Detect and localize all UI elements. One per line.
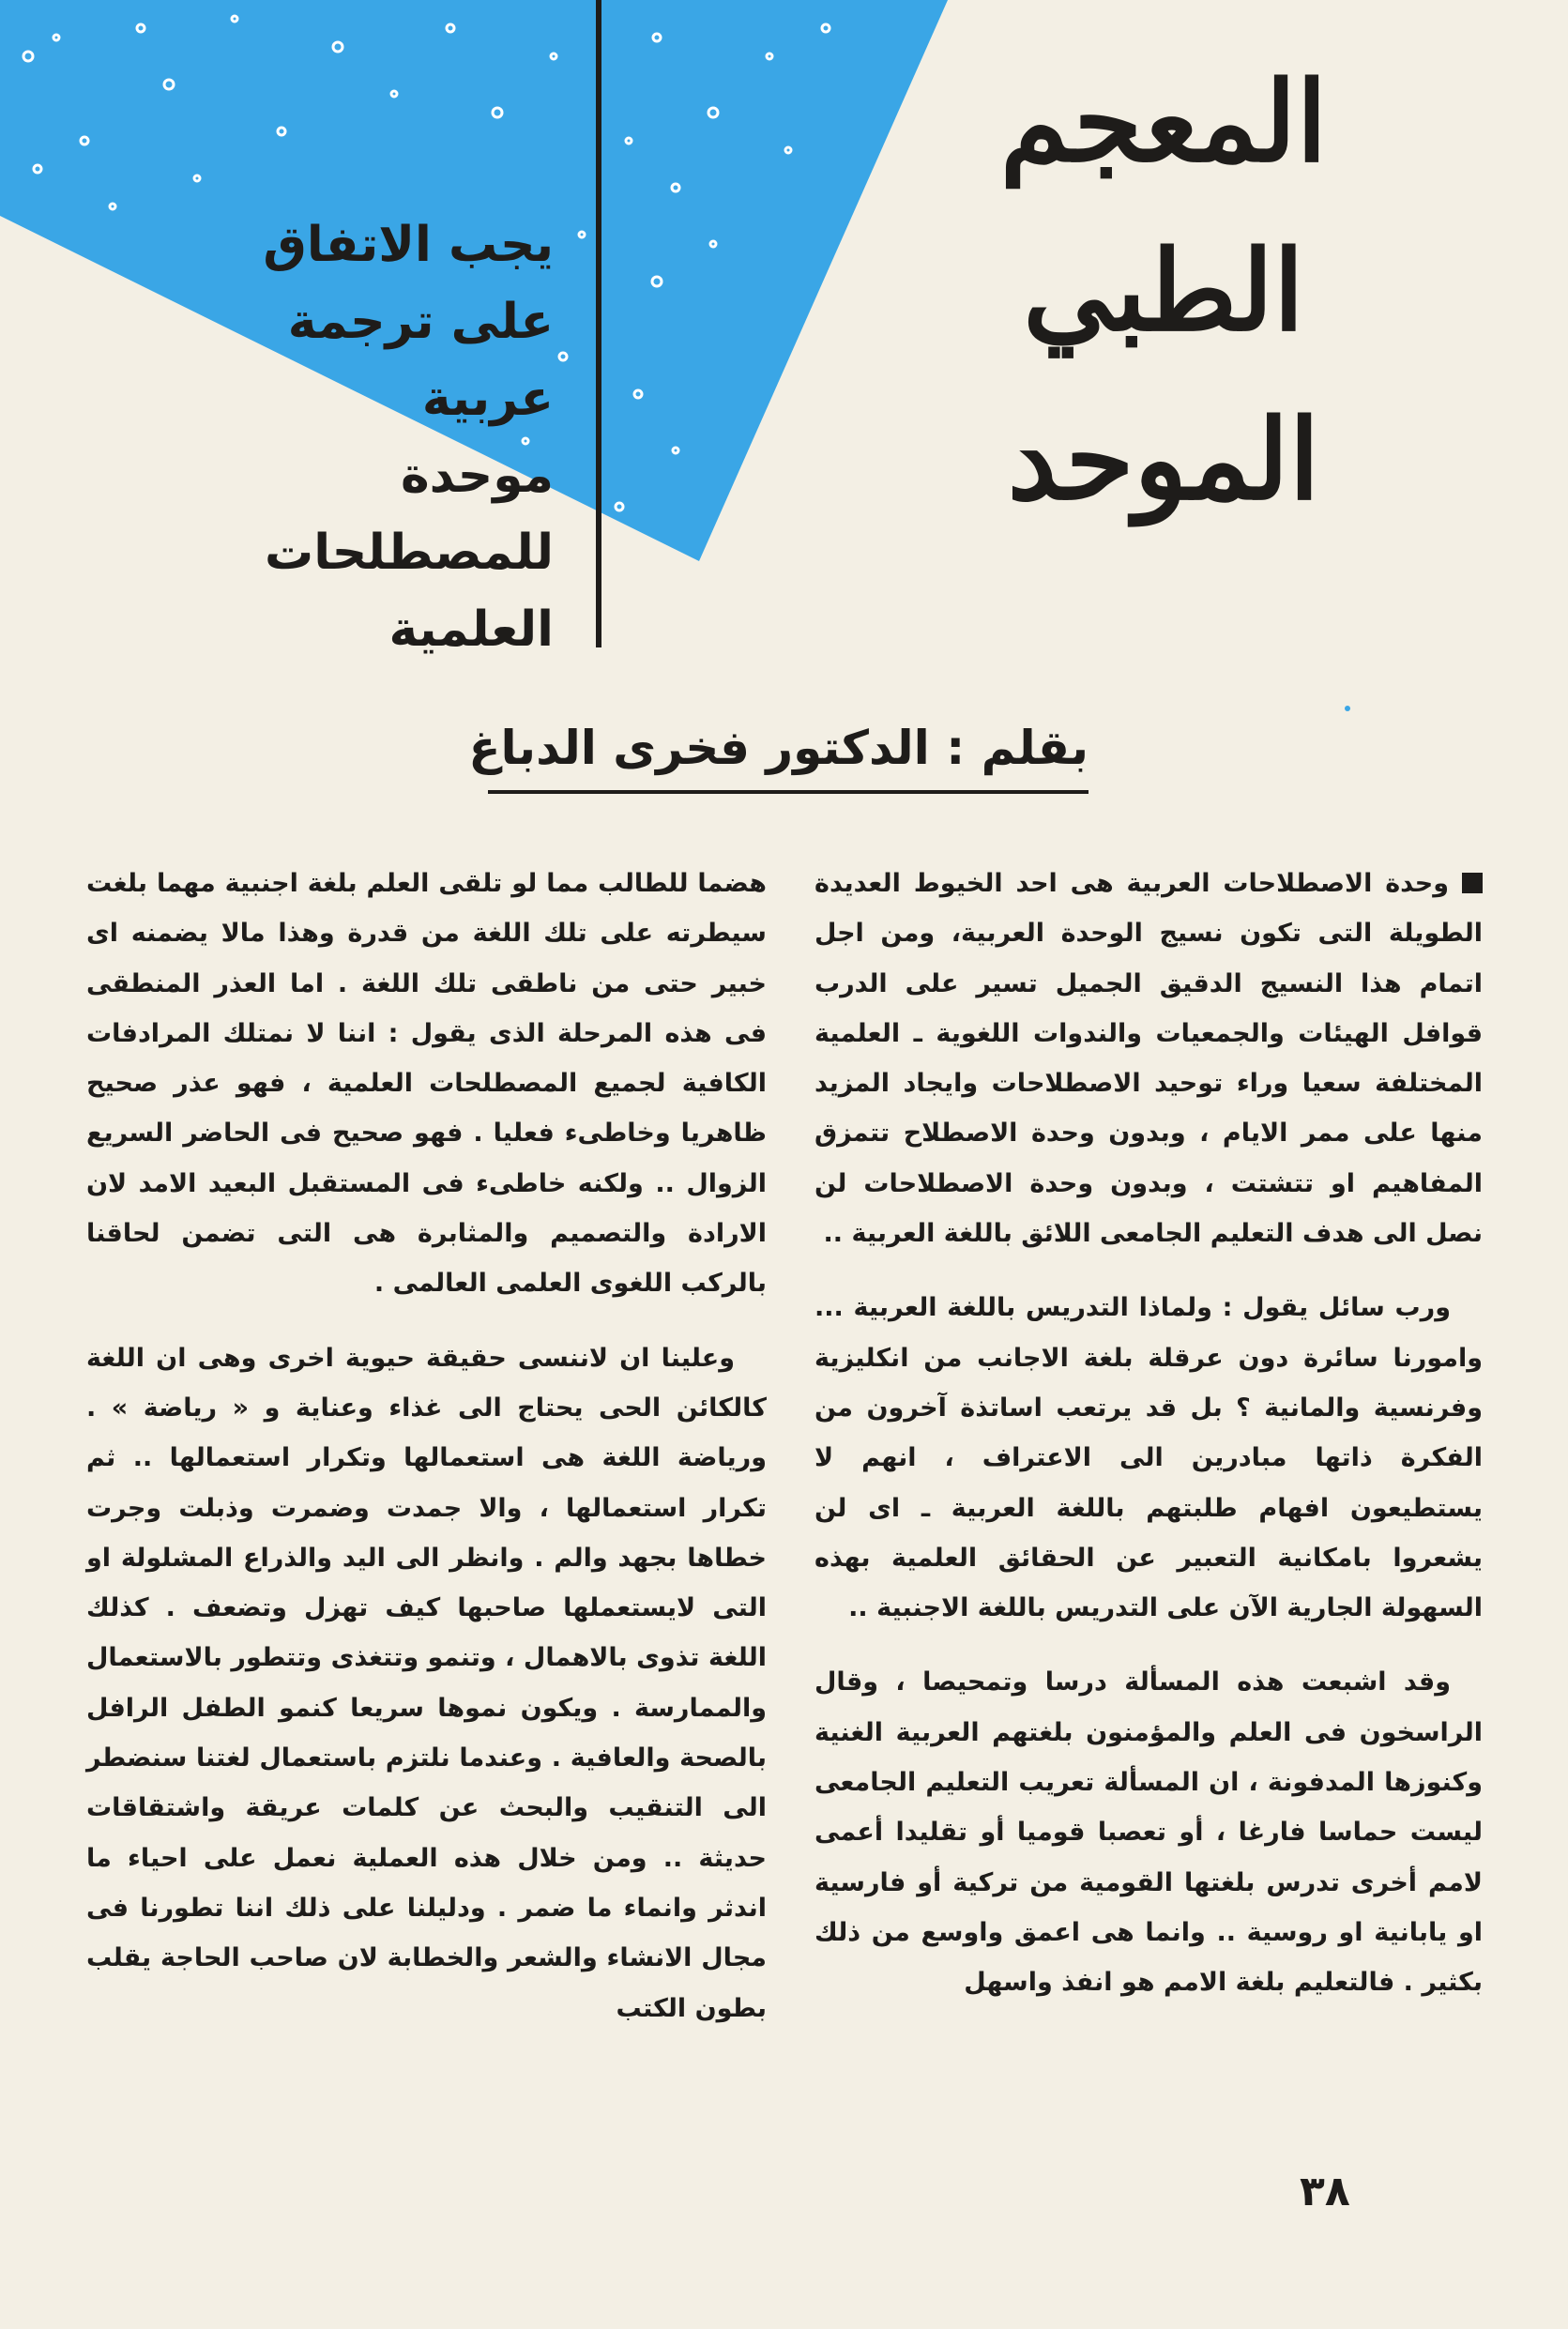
paragraph: وقد اشبعت هذه المسألة درسا وتمحيصا ، وقال الراسخون فى العلم والمؤمنون بلغتهم العربية الغنية وكنوزها المدفونة ، ان المسألة تعريب التعليم الجامعى ليست حماسا فارغا ، أو تعصبا قوميا أو تقليدا أعمى لامم أخرى تدرس بلغتها القومية من تركية أو فارسية او يابانية او روسية .. وانما هى اعمق واوسع من ذلك بكثير . فالتعليم بلغة الامم هو انفذ واسهل (814, 1667, 1483, 1998)
article-title (948, 38, 1379, 544)
title-line: الطبي (1023, 225, 1304, 356)
paragraph: ورب سائل يقول : ولماذا التدريس باللغة العربية ... وامورنا سائرة دون عرقلة بلغة الاجانب من انكليزية وفرنسية والمانية ؟ بل قد يرتعب اساتذة آخرون من الفكرة ذاتها مبادرين الى الاعتراف ، انهم لا يستطيعون افهام طلبتهم باللغة العربية ـ اى لن يشعروا بامكانية التعبير عن الحقائق العلمية بهذه السهولة الجارية الآن على التدريس باللغة الاجنبية .. (814, 1293, 1483, 1623)
article-column-right (814, 859, 1483, 2032)
paragraph: هضما للطالب مما لو تلقى العلم بلغة اجنبية مهما بلغت سيطرته على تلك اللغة من قدرة وهذا مالا يضمنه اى خبير حتى من ناطقى تلك اللغة . اما العذر المنطقى فى هذه المرحلة الذى يقول : اننا لا نمتلك المرادفات الكافية لجميع المصطلحات العلمية ، فهو عذر صحيح ظاهريا وخاطىء فعليا . فهو صحيح فى الحاضر السريع الزوال .. ولكنه خاطىء فى المستقبل البعيد الامد لان الارادة والتصميم والمثابرة هى التى تضمن لحاقنا بالركب اللغوى العلمى العالمى . (86, 869, 767, 1299)
author-byline: بقلم : الدكتور فخرى الدباغ (488, 706, 1088, 794)
subtitle-line: للمصطلحات (265, 525, 554, 581)
blue-speck (1345, 706, 1350, 711)
article-column-left (86, 859, 767, 2058)
article-subtitle (197, 206, 554, 668)
subtitle-line: موحدة (400, 448, 554, 504)
paragraph (814, 859, 1483, 1258)
paragraph-text: وحدة الاصطلاحات العربية هى احد الخيوط العديدة الطويلة التى تكون نسيج الوحدة العربية، ومن اجل اتمام هذا النسيج الدقيق الجميل تسير على الدرب قوافل الهيئات والجمعيات والندوات اللغوية ـ العلمية المختلفة سعيا وراء توحيد الاصطلاحات وايجاد المزيد منها على ممر الايام ، وبدون وحدة الاصطلاح تتمزق المفاهيم او تتشتت ، وبدون وحدة الاصطلاحات لن نصل الى هدف التعليم الجامعى اللائق باللغة العربية .. (814, 869, 1483, 1249)
subtitle-line: العلمية (388, 601, 554, 658)
title-line: المعجم (999, 56, 1328, 187)
title-line: الموحد (1007, 394, 1320, 525)
paragraph: وعلينا ان لاننسى حقيقة حيوية اخرى وهى ان اللغة كالكائن الحى يحتاج الى غذاء وعناية و « رياضة » . ورياضة اللغة هى استعمالها وتكرار استعمالها .. ثم تكرار استعمالها ، والا جمدت وضمرت وذبلت وجرت خطاها بجهد والم . وانظر الى اليد والذراع المشلولة او التى لايستعملها صاحبها كيف تهزل وتضعف . كذلك اللغة تذوى بالاهمال ، وتنمو وتتغذى وتتطور بالاستعمال والممارسة . ويكون نموها سريعا كنمو الطفل الرافل بالصحة والعافية . وعندما نلتزم باستعمال لغتنا سنضطر الى التنقيب والبحث عن كلمات عريقة واشتقاقات حديثة .. ومن خلال هذه العملية نعمل على احياء ما اندثر وانماء ما ضمر . ودليلنا على ذلك اننا تطورنا فى مجال الانشاء والشعر والخطابة لان صاحب الحاجة يقلب بطون الكتب (86, 1343, 767, 2023)
vertical-divider (596, 0, 601, 647)
page-number: ٣٨ (1300, 2168, 1350, 2215)
bullet-square-icon (1462, 873, 1483, 893)
subtitle-line: على ترجمة (287, 294, 554, 350)
subtitle-line: عربية (421, 371, 554, 427)
subtitle-line: يجب الاتفاق (263, 217, 554, 273)
